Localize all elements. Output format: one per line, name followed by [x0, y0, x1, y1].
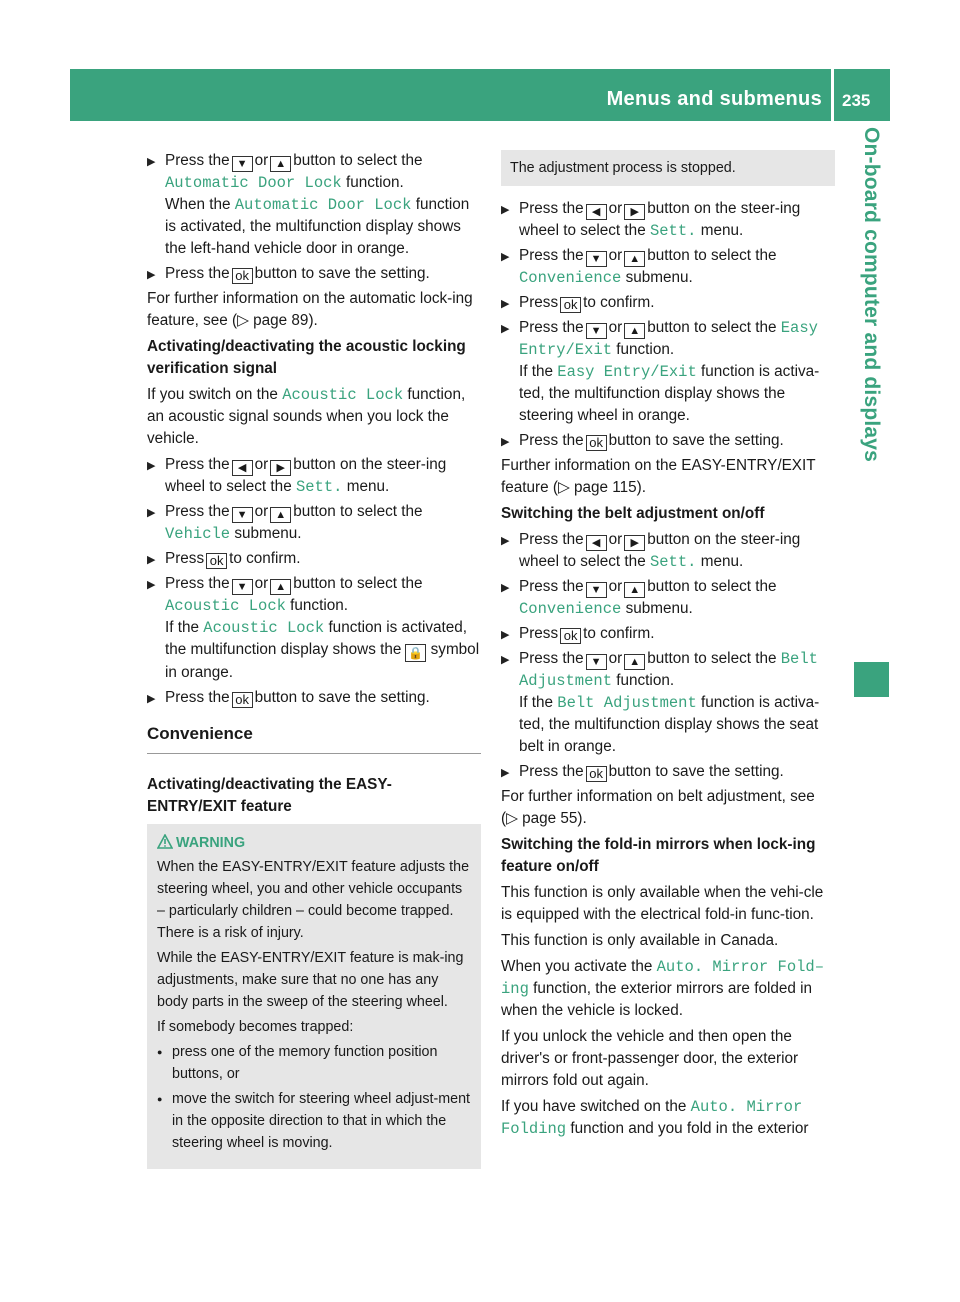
up-key-icon: ▲ [624, 654, 645, 670]
warning-bullet: ● press one of the memory function position buttons, or [157, 1041, 471, 1085]
right-key-icon: ▶ [624, 204, 645, 220]
warning-bullet: ● move the switch for steering wheel adjust-ment in the opposite direction to that in which the steering wheel is moving. [157, 1088, 471, 1154]
note-box: The adjustment process is stopped. [501, 150, 835, 186]
warning-box [147, 824, 481, 1169]
step: ▶ Press the ◀ or ▶ button on the steer-ing wheel to select the Sett. menu. [501, 529, 835, 573]
up-key-icon: ▲ [624, 323, 645, 339]
paragraph: For further information on the automatic lock-ing feature, see (▷ page 89). [147, 290, 473, 329]
subheading: Switching the belt adjustment on/off [501, 505, 765, 522]
warning-triangle-icon [157, 834, 173, 849]
down-key-icon: ▼ [586, 251, 607, 267]
ok-key-icon: ok [206, 553, 227, 569]
right-key-icon: ▶ [270, 460, 291, 476]
warning-title: WARNING [157, 832, 471, 854]
paragraph: When you activate the Auto. Mirror Fold– ing function, the exterior mirrors are folded in when the vehicle is locked. [501, 958, 825, 1019]
step: ▶ Press ok to confirm. [501, 623, 835, 645]
step: ▶ Press the ▼ or ▲ button to select the Convenience submenu. [501, 576, 835, 620]
lock-icon: 🔒 [405, 644, 426, 662]
up-key-icon: ▲ [270, 579, 291, 595]
left-key-icon: ◀ [586, 204, 607, 220]
ok-key-icon: ok [586, 435, 607, 451]
down-key-icon: ▼ [586, 582, 607, 598]
subheading: Activating/deactivating the acoustic locking verification signal [147, 338, 466, 377]
subheading: Activating/deactivating the EASY-ENTRY/EXIT feature [147, 776, 392, 815]
step: ▶ Press ok to confirm. [501, 292, 835, 314]
left-key-icon: ◀ [586, 535, 607, 551]
page-title: Menus and submenus [606, 88, 822, 110]
warning-text: When the EASY-ENTRY/EXIT feature adjusts the steering wheel, you and other vehicle occupants – particularly children – could become trapped. There is a risk of injury. [157, 859, 470, 941]
paragraph: If you have switched on the Auto. Mirror Folding function and you fold in the exterior [501, 1098, 809, 1138]
step: ▶ Press the ▼ or ▲ button to select the Convenience submenu. [501, 245, 835, 289]
section-title: Convenience [147, 723, 481, 754]
header-separator [831, 69, 834, 121]
left-column [147, 150, 481, 1169]
step: ▶ Press the ◀ or ▶ button on the steer-ing wheel to select the Sett. menu. [147, 454, 481, 498]
paragraph: If you unlock the vehicle and then open the driver's or front-passenger door, the exterior mirrors fold out again. [501, 1028, 799, 1089]
down-key-icon: ▼ [232, 156, 253, 172]
paragraph: This function is only available when the vehi-cle is equipped with the electrical fold-in func-tion. [501, 884, 824, 923]
paragraph: For further information on belt adjustment, see (▷ page 55). [501, 788, 815, 827]
left-key-icon: ◀ [232, 460, 253, 476]
subheading: Switching the fold-in mirrors when lock-ing feature on/off [501, 836, 816, 875]
step: ▶ Press ok to confirm. [147, 548, 481, 570]
up-key-icon: ▲ [270, 156, 291, 172]
ok-key-icon: ok [232, 268, 253, 284]
up-key-icon: ▲ [624, 582, 645, 598]
ok-key-icon: ok [560, 628, 581, 644]
step: ▶ Press the ok button to save the setting. [147, 687, 481, 709]
paragraph: If you switch on the Acoustic Lock function, an acoustic signal sounds when you lock the vehicle. [147, 386, 466, 447]
step: ▶ Press the ▼ or ▲ button to select the Belt Adjustment function. If the Belt Adjustment function is activa-ted, the multifunction display shows the seat belt in orange. [501, 648, 835, 758]
paragraph: Further information on the EASY-ENTRY/EXIT feature (▷ page 115). [501, 457, 816, 496]
step: ▶ Press the ◀ or ▶ button on the steer-ing wheel to select the Sett. menu. [501, 198, 835, 242]
step: ▶ Press the ok button to save the setting. [501, 430, 835, 452]
step: ▶ Press the ▼ or ▲ button to select the Acoustic Lock function. If the Acoustic Lock function is activated, the multifunction display shows the 🔒 symbol in orange. [147, 573, 481, 684]
step: ▶ Press the ok button to save the setting. [147, 263, 481, 285]
step: ▶ Press the ▼ or ▲ button to select the Automatic Door Lock function. When the Automatic Door Lock function is activated, the multifunction display shows the left-hand vehicle door in orange. [147, 150, 481, 260]
step: ▶ Press the ok button to save the setting. [501, 761, 835, 783]
side-tab-marker [854, 662, 889, 697]
step: ▶ Press the ▼ or ▲ button to select the Vehicle submenu. [147, 501, 481, 545]
page-number: 235 [842, 91, 871, 110]
function-name: Automatic Door Lock [165, 174, 342, 192]
down-key-icon: ▼ [232, 579, 253, 595]
warning-text: While the EASY-ENTRY/EXIT feature is mak-ing adjustments, make sure that no one has any body parts in the sweep of the steering wheel. [157, 950, 464, 1010]
up-key-icon: ▲ [624, 251, 645, 267]
step: ▶ Press the ▼ or ▲ button to select the Easy Entry/Exit function. If the Easy Entry/Exit function is activa-ted, the multifunction display shows the steering wheel in orange. [501, 317, 835, 427]
down-key-icon: ▼ [232, 507, 253, 523]
warning-text: If somebody becomes trapped: [157, 1019, 354, 1035]
down-key-icon: ▼ [586, 654, 607, 670]
ok-key-icon: ok [232, 692, 253, 708]
ok-key-icon: ok [560, 297, 581, 313]
side-tab-label: On-board computer and displays [860, 127, 883, 463]
ok-key-icon: ok [586, 766, 607, 782]
right-key-icon: ▶ [624, 535, 645, 551]
right-column [501, 150, 835, 1144]
paragraph: This function is only available in Canada. [501, 932, 779, 949]
up-key-icon: ▲ [270, 507, 291, 523]
down-key-icon: ▼ [586, 323, 607, 339]
